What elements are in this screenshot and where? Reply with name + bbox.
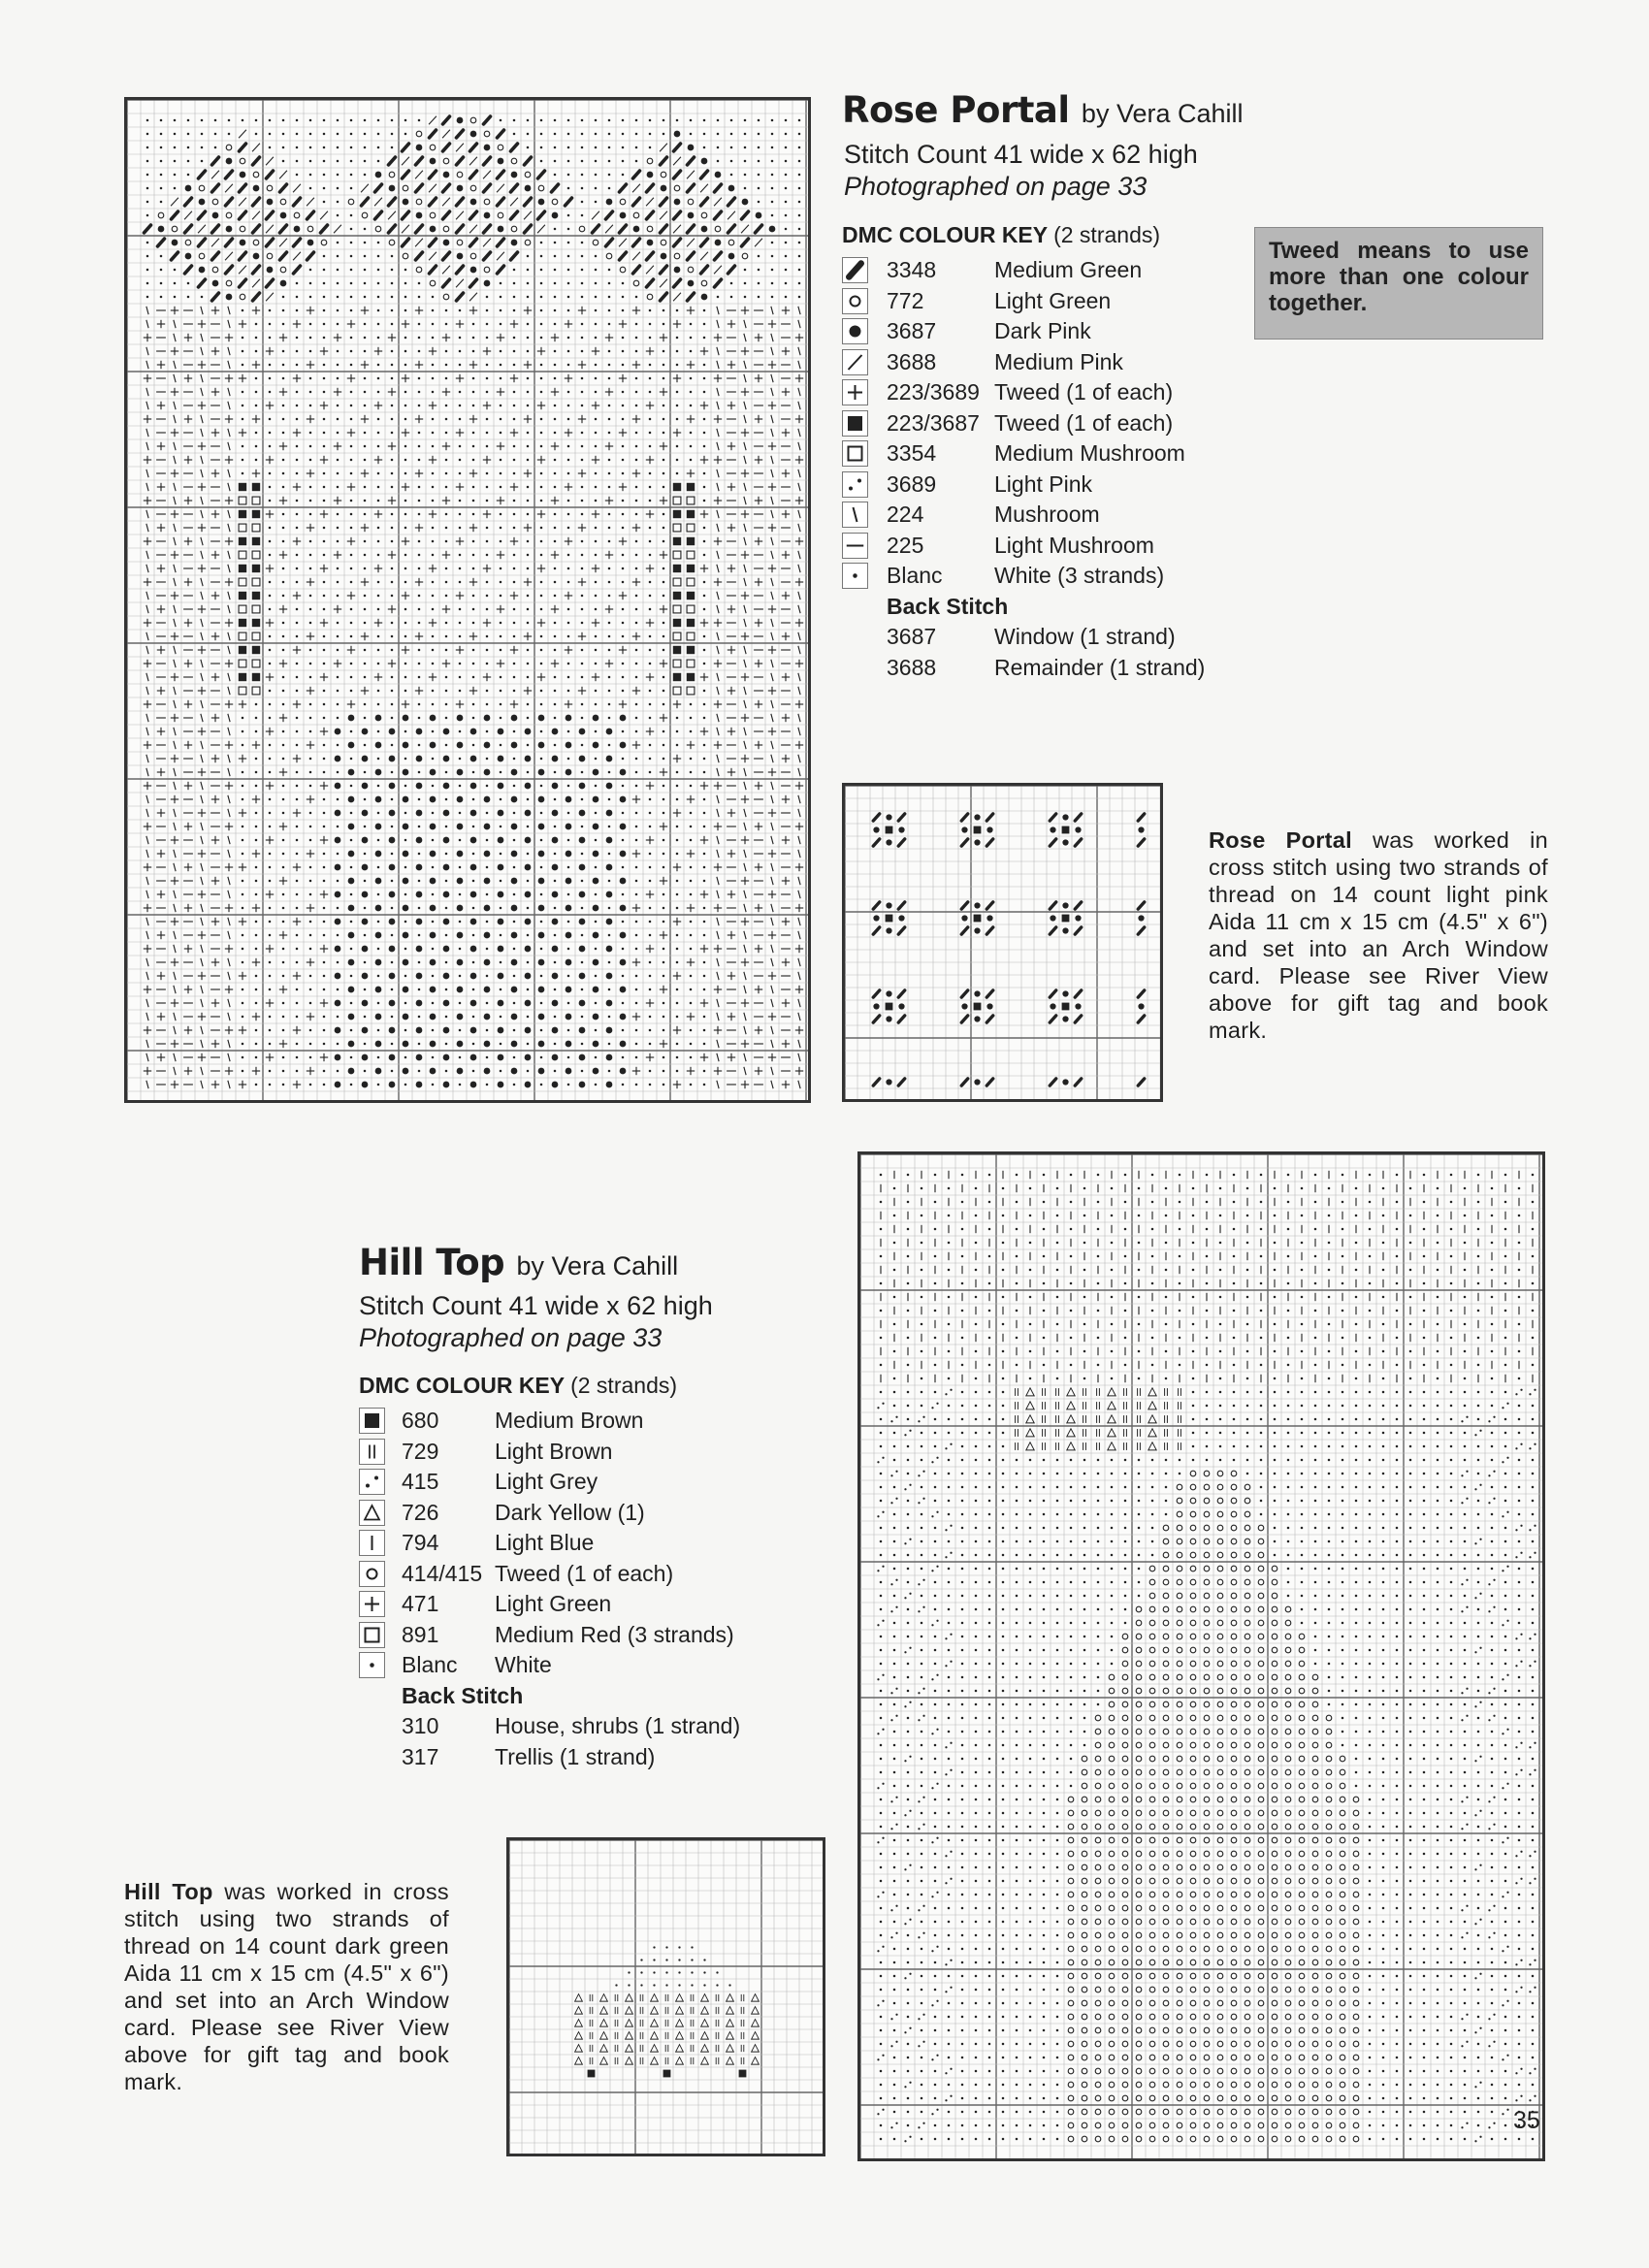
hill-top-chart: [857, 1151, 1545, 2161]
hill-top-key-row: [359, 1620, 766, 1651]
hill-top-key-row: [359, 1498, 766, 1529]
rose-portal-backstitch-desc: Window (1 strand): [994, 624, 1176, 649]
hill-top-small-grid: [509, 1840, 823, 2154]
rose-portal-byline: by Vera Cahill: [1081, 99, 1244, 128]
hill-top-subtitle: [359, 1290, 713, 1354]
hill-top-description-bold: Hill Top: [124, 1879, 213, 1904]
hill-top-backstitch-code: 310: [402, 1713, 439, 1738]
rose-portal-key-desc: Tweed (1 of each): [994, 409, 1174, 436]
rose-portal-title: [842, 89, 1244, 131]
rose-portal-key-heading-text: DMC COLOUR KEY: [842, 222, 1048, 247]
slash-thick-icon: [842, 257, 868, 283]
rose-portal-key-code: 3688: [887, 348, 937, 374]
hill-top-key-code: 891: [402, 1621, 439, 1647]
rose-portal-backstitch-heading: Back Stitch: [887, 593, 1009, 619]
rose-portal-key-row: [842, 255, 1249, 286]
hill-top-title: [359, 1242, 678, 1283]
hill-top-backstitch-row: [359, 1711, 766, 1742]
hill-top-backstitch-desc: House, shrubs (1 strand): [495, 1713, 741, 1738]
dots-diagonal-icon: [842, 471, 868, 498]
hill-top-key-desc: Light Green: [495, 1591, 612, 1616]
hill-top-key-row: [359, 1528, 766, 1559]
bar-icon: [359, 1530, 385, 1556]
hill-top-key-desc: Dark Yellow (1): [495, 1499, 645, 1525]
rose-portal-key-row: [842, 286, 1249, 317]
rose-portal-key-desc: White (3 strands): [994, 563, 1165, 588]
hill-top-stitch-count: Stitch Count 41 wide x 62 high: [359, 1291, 713, 1320]
rose-portal-small-chart: [842, 783, 1163, 1102]
hill-top-key-row: [359, 1437, 766, 1468]
hill-top-colour-key: [359, 1406, 766, 1772]
dot-filled-icon: [842, 318, 868, 344]
hill-top-backstitch-code: 317: [402, 1743, 439, 1769]
rose-portal-key-row: [842, 561, 1249, 592]
hill-top-backstitch-heading: Back Stitch: [402, 1682, 524, 1708]
hill-top-key-row: [359, 1650, 766, 1681]
rose-portal-key-desc: Light Pink: [994, 470, 1093, 497]
hill-top-backstitch-desc: Trellis (1 strand): [495, 1743, 656, 1769]
hill-top-key-desc: White: [495, 1652, 552, 1677]
rose-portal-backstitch-row: [842, 622, 1249, 653]
plus-icon: [842, 379, 868, 405]
double-bar-icon: [359, 1439, 385, 1465]
rose-portal-key-strands: (2 strands): [1053, 222, 1161, 247]
hill-top-key-desc: Medium Red (3 strands): [495, 1621, 734, 1647]
rose-portal-key-code: 223/3689: [887, 379, 980, 405]
dot-icon: [842, 563, 868, 589]
hill-top-key-heading: [359, 1373, 677, 1399]
hill-top-key-desc: Medium Brown: [495, 1408, 644, 1433]
rose-portal-key-desc: Dark Pink: [994, 318, 1091, 343]
hill-top-byline: by Vera Cahill: [516, 1251, 679, 1280]
tweed-note: Tweed means to use more than one colour together.: [1254, 227, 1543, 340]
hill-top-key-strands: (2 strands): [570, 1373, 678, 1398]
hill-top-backstitch-row: [359, 1742, 766, 1773]
hill-top-key-code: 680: [402, 1408, 439, 1433]
page-number: 35: [1513, 2107, 1540, 2134]
rose-portal-key-desc: Light Mushroom: [994, 532, 1154, 558]
hill-top-photographed: Photographed on page 33: [359, 1323, 663, 1352]
rose-portal-key-row: [842, 438, 1249, 470]
rose-portal-key-heading: [842, 222, 1160, 248]
rose-portal-backstitch-code: 3687: [887, 624, 937, 649]
rose-portal-grid: [127, 100, 808, 1100]
rose-portal-key-row: [842, 316, 1249, 347]
rose-portal-description-text: was worked in cross stitch using two strands of thread on 14 count light pink Aida 11 cm x 15 cm (4.5" x 6") and set into an Arch Window card. Please see River View above for gift tag and book mark.: [1209, 827, 1548, 1043]
rose-portal-key-code: 3354: [887, 440, 937, 466]
rose-portal-key-desc: Medium Mushroom: [994, 440, 1185, 466]
plus-icon: [359, 1591, 385, 1617]
hill-top-description: [124, 1878, 449, 2095]
square-filled-icon: [359, 1408, 385, 1434]
rose-portal-key-code: Blanc: [887, 563, 943, 588]
circle-icon: [842, 288, 868, 314]
hill-top-key-row: [359, 1467, 766, 1498]
square-icon: [359, 1622, 385, 1648]
hill-top-small-chart: [506, 1837, 825, 2156]
dots-diagonal-icon: [359, 1469, 385, 1495]
rose-portal-key-desc: Tweed (1 of each): [994, 379, 1174, 405]
rose-portal-key-desc: Light Green: [994, 287, 1112, 313]
rose-portal-key-row: [842, 500, 1249, 531]
rose-portal-backstitch-desc: Remainder (1 strand): [994, 654, 1206, 680]
hill-top-key-desc: Tweed (1 of each): [495, 1560, 674, 1586]
hill-top-key-code: 414/415: [402, 1560, 483, 1586]
rose-portal-subtitle: [844, 139, 1198, 203]
rose-portal-key-code: 225: [887, 532, 924, 558]
hill-top-key-desc: Light Blue: [495, 1530, 595, 1555]
rose-portal-title-text: Rose Portal: [842, 89, 1070, 131]
slash-icon: [842, 349, 868, 375]
rose-portal-key-row: [842, 531, 1249, 562]
rose-portal-description-bold: Rose Portal: [1209, 827, 1353, 853]
rose-portal-key-code: 223/3687: [887, 409, 980, 436]
rose-portal-key-code: 3348: [887, 257, 937, 282]
rose-portal-key-code: 3687: [887, 318, 937, 343]
hill-top-key-code: 471: [402, 1591, 439, 1616]
rose-portal-key-row: [842, 377, 1249, 408]
square-icon: [842, 440, 868, 467]
hill-top-key-row: [359, 1559, 766, 1590]
rose-portal-key-desc: Medium Green: [994, 257, 1143, 282]
rose-portal-key-code: 224: [887, 502, 924, 527]
hill-top-key-row: [359, 1589, 766, 1620]
rose-portal-key-desc: Mushroom: [994, 502, 1100, 527]
rose-portal-key-row: [842, 408, 1249, 439]
hill-top-key-code: 415: [402, 1469, 439, 1494]
circle-icon: [359, 1561, 385, 1587]
square-filled-icon: [842, 410, 868, 437]
hill-top-key-code: 794: [402, 1530, 439, 1555]
hill-top-title-text: Hill Top: [359, 1242, 505, 1283]
hill-top-description-text: was worked in cross stitch using two strands of thread on 14 count dark green Aida 11 cm x 15 cm (4.5" x 6") and set into an Arch Window card. Please see River View above for gift tag and book mark.: [124, 1879, 449, 2094]
hill-top-key-desc: Light Grey: [495, 1469, 598, 1494]
rose-portal-stitch-count: Stitch Count 41 wide x 62 high: [844, 140, 1198, 169]
rose-portal-backstitch-row: [842, 653, 1249, 684]
hill-top-key-code: 726: [402, 1499, 439, 1525]
rose-portal-key-code: 3689: [887, 470, 937, 497]
hill-top-key-desc: Light Brown: [495, 1438, 613, 1464]
rose-portal-photographed: Photographed on page 33: [844, 172, 1148, 201]
rose-portal-backstitch-code: 3688: [887, 654, 937, 680]
hill-top-key-heading-text: DMC COLOUR KEY: [359, 1373, 565, 1398]
dash-icon: [842, 533, 868, 559]
rose-portal-small-grid: [845, 786, 1160, 1099]
hill-top-key-code: 729: [402, 1438, 439, 1464]
backslash-icon: [842, 502, 868, 528]
rose-portal-key-code: 772: [887, 287, 924, 313]
rose-portal-key-row: [842, 347, 1249, 378]
hill-top-grid: [860, 1154, 1542, 2158]
hill-top-key-row: [359, 1406, 766, 1437]
rose-portal-colour-key: [842, 255, 1249, 683]
rose-portal-key-row: [842, 470, 1249, 501]
hill-top-key-code: Blanc: [402, 1652, 458, 1677]
triangle-icon: [359, 1500, 385, 1526]
rose-portal-chart: [124, 97, 811, 1103]
rose-portal-key-desc: Medium Pink: [994, 348, 1123, 374]
rose-portal-description: [1209, 826, 1548, 1044]
dot-icon: [359, 1652, 385, 1678]
